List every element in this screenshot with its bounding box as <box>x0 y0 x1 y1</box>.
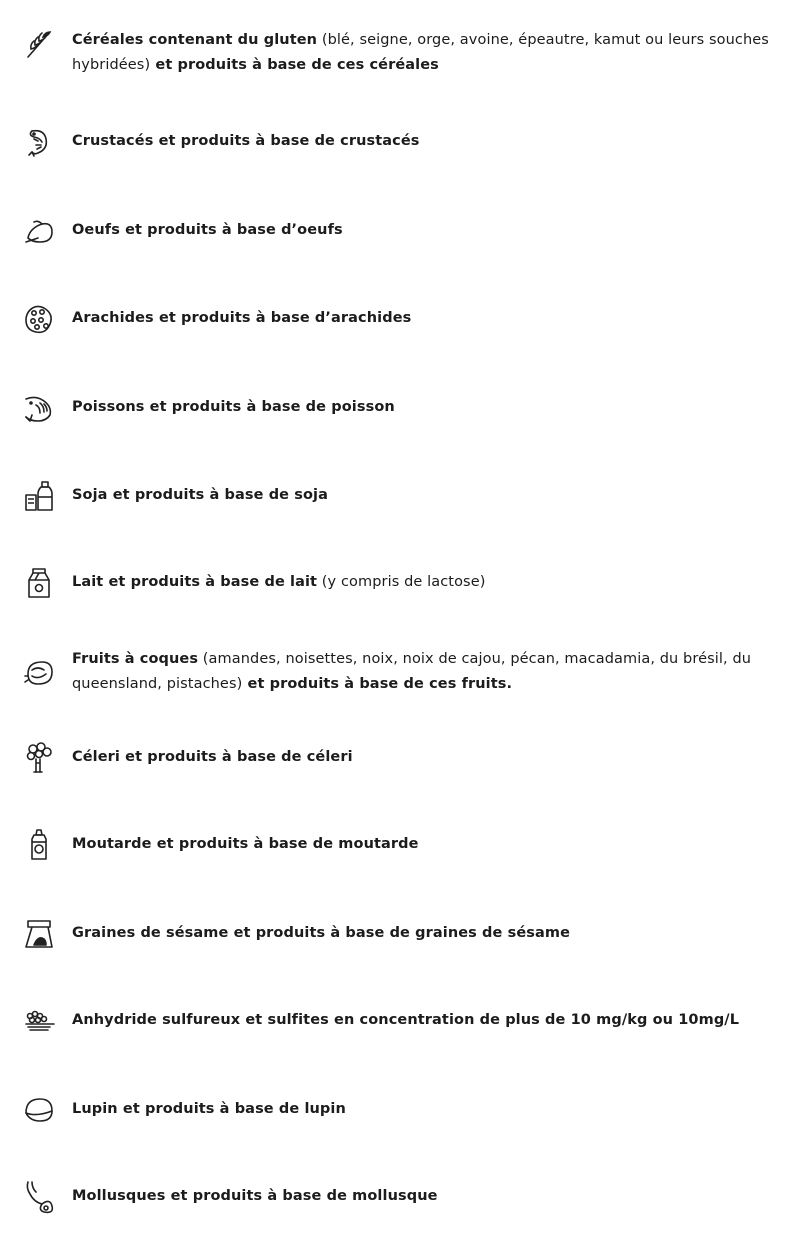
allergen-text: Céleri et produits à base de céleri <box>72 749 353 765</box>
allergen-row-cereals <box>22 31 780 78</box>
allergen-row-sesame <box>22 921 780 951</box>
nut-icon <box>22 656 56 690</box>
soy-bottle-icon <box>22 479 56 513</box>
allergen-row-molluscs <box>22 1184 780 1214</box>
allergen-text: Lupin et produits à base de lupin <box>72 1101 346 1117</box>
allergen-text: Soja et produits à base de soja <box>72 487 329 503</box>
allergen-text: Graines de sésame et produits à base de graines de sésame <box>72 925 571 941</box>
allergen-row-soy <box>22 483 780 513</box>
lupin-icon <box>22 1093 56 1127</box>
wheat-icon <box>22 27 56 61</box>
allergen-text: Crustacés et produits à base de crustacés <box>72 133 420 149</box>
allergen-text: Mollusques et produits à base de mollusque <box>72 1188 438 1204</box>
celery-icon <box>22 741 56 775</box>
sesame-icon <box>22 917 56 951</box>
allergen-text: Arachides et produits à base d’arachides <box>72 310 412 326</box>
allergen-row-fish <box>22 395 780 425</box>
mustard-icon <box>22 828 56 862</box>
allergen-row-mustard <box>22 832 780 862</box>
allergen-row-celery <box>22 745 780 775</box>
allergen-row-sulfites <box>22 1008 780 1038</box>
allergen-text: Céréales contenant du gluten (blé, seigne, orge, avoine, épeautre, kamut ou leurs souches hybridées) et produits à base de ces céréales <box>72 32 769 73</box>
milk-carton-icon <box>22 566 56 600</box>
fish-icon <box>22 391 56 425</box>
allergen-text: Anhydride sulfureux et sulfites en concentration de plus de 10 mg/kg ou 10mg/L <box>72 1012 740 1028</box>
allergen-row-nuts <box>22 650 780 697</box>
allergen-row-lupin <box>22 1097 780 1127</box>
shrimp-icon <box>22 125 56 159</box>
allergen-row-peanuts <box>22 306 780 336</box>
allergen-text: Moutarde et produits à base de moutarde <box>72 836 419 852</box>
allergen-text: Fruits à coques (amandes, noisettes, noix, noix de cajou, pécan, macadamia, du brésil, du queensland, pistaches) et produits à base de ces fruits. <box>72 651 752 692</box>
egg-icon <box>22 214 56 248</box>
peanut-icon <box>22 302 56 336</box>
sulfite-icon <box>22 1004 56 1038</box>
mollusc-icon <box>22 1180 56 1214</box>
allergen-text: Poissons et produits à base de poisson <box>72 399 395 415</box>
allergen-row-eggs <box>22 218 780 248</box>
allergen-row-milk <box>22 570 780 600</box>
allergen-row-crustaceans <box>22 129 780 159</box>
allergen-text: Oeufs et produits à base d’oeufs <box>72 222 343 238</box>
allergen-text: Lait et produits à base de lait (y compris de lactose) <box>72 574 486 590</box>
